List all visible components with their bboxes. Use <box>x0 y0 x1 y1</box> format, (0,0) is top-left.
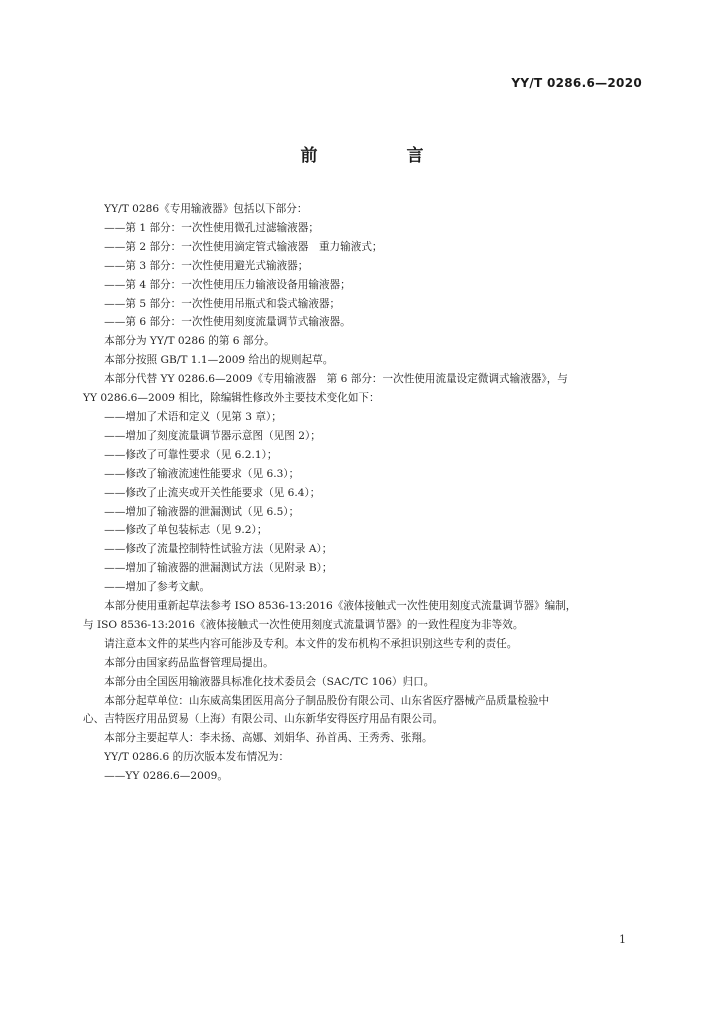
paragraph-line: ——增加了术语和定义（见第 3 章）； <box>83 410 282 423</box>
paragraph-line: ——第 4 部分：一次性使用压力输液设备用输液器； <box>83 278 351 291</box>
paragraph-line: ——修改了单包装标志（见 9.2）； <box>83 524 268 537</box>
paragraph-line: 本部分起草单位：山东威高集团医用高分子制品股份有限公司、山东省医疗器械产品质量检验中 <box>83 694 550 707</box>
paragraph-line: ——第 6 部分：一次性使用刻度流量调节式输液器。 <box>83 316 351 329</box>
paragraph-line: ——修改了流量控制特性试验方法（见附录 A）； <box>83 543 333 556</box>
paragraph-line: 本部分主要起草人：李未扬、高娜、刘娟华、孙首禹、王秀秀、张翔。 <box>83 732 433 745</box>
foreword-body <box>83 200 643 786</box>
paragraph-line: 本部分按照 GB/T 1.1—2009 给出的规则起草。 <box>83 354 334 367</box>
page-title: 前 言 <box>300 146 460 166</box>
paragraph-line: YY/T 0286《专用输液器》包括以下部分： <box>83 203 308 215</box>
paragraph-line: ——增加了输液器的泄漏测试方法（见附录 B）； <box>83 562 333 575</box>
paragraph-line: YY 0286.6—2009 相比，除编辑性修改外主要技术变化如下： <box>83 392 380 405</box>
paragraph-line: YY/T 0286.6 的历次版本发布情况为： <box>83 751 290 764</box>
paragraph-line: ——第 3 部分：一次性使用避光式输液器； <box>83 259 309 272</box>
paragraph-line: ——增加了刻度流量调节器示意图（见图 2）； <box>83 429 321 442</box>
paragraph-line: 本部分由全国医用输液器具标准化技术委员会（SAC/TC 106）归口。 <box>83 675 435 688</box>
paragraph-line: ——修改了输液流速性能要求（见 6.3）； <box>83 467 300 480</box>
paragraph-line: 本部分代替 YY 0286.6—2009《专用输液器 第 6 部分：一次性使用流量设定微调式输液器》，与 <box>83 373 568 386</box>
standard-code: YY/T 0286.6—2020 <box>511 76 642 90</box>
paragraph-line: ——YY 0286.6—2009。 <box>83 770 228 783</box>
paragraph-line: ——修改了止流夹或开关性能要求（见 6.4）； <box>83 486 321 499</box>
paragraph-line: ——修改了可靠性要求（见 6.2.1）； <box>83 448 278 461</box>
paragraph-line: ——增加了参考文献。 <box>83 581 211 594</box>
paragraph-line: 与 ISO 8536-13:2016《液体接触式一次性使用刻度式流量调节器》的一致性程度为非等效。 <box>83 618 524 631</box>
paragraph-line: ——第 5 部分：一次性使用吊瓶式和袋式输液器； <box>83 297 341 310</box>
page-number: 1 <box>619 933 626 946</box>
paragraph-line: 本部分为 YY/T 0286 的第 6 部分。 <box>83 335 275 348</box>
paragraph-line: 本部分使用重新起草法参考 ISO 8536-13:2016《液体接触式一次性使用刻度式流量调节器》编制， <box>83 600 577 613</box>
paragraph-line: 本部分由国家药品监督管理局提出。 <box>83 656 274 669</box>
paragraph-line: ——第 1 部分：一次性使用微孔过滤输液器； <box>83 221 319 234</box>
paragraph-line: 请注意本文件的某些内容可能涉及专利。本文件的发布机构不承担识别这些专利的责任。 <box>83 637 518 650</box>
paragraph-line: ——第 2 部分：一次性使用滴定管式输液器 重力输液式； <box>83 240 383 253</box>
paragraph-line: 心、吉特医疗用品贸易（上海）有限公司、山东新华安得医疗用品有限公司。 <box>83 713 444 726</box>
paragraph-line: ——增加了输液器的泄漏测试（见 6.5）； <box>83 505 300 518</box>
